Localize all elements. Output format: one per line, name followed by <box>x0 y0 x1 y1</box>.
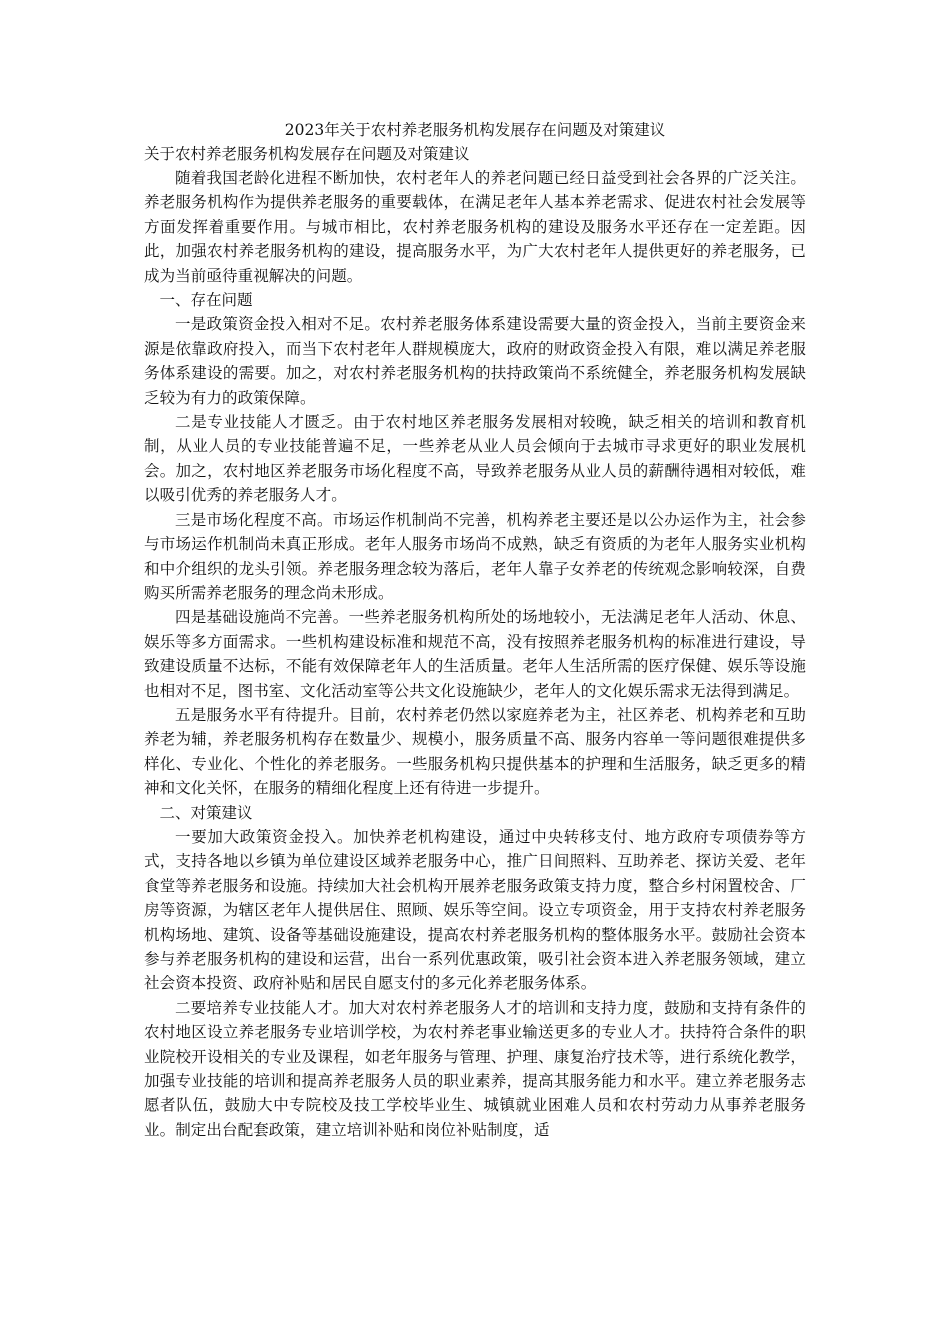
problem-paragraph-5: 五是服务水平有待提升。目前，农村养老仍然以家庭养老为主，社区养老、机构养老和互助养老为辅，养老服务机构存在数量少、规模小，服务质量不高、服务内容单一等问题很难提供多样化、专业化、个性化的养老服务。一些服务机构只提供基本的护理和生活服务，缺乏更多的精神和文化关怀，在服务的精细化程度上还有待进一步提升。 <box>144 705 806 798</box>
problem-paragraph-1: 一是政策资金投入相对不足。农村养老服务体系建设需要大量的资金投入，当前主要资金来源是依靠政府投入，而当下农村老年人群规模庞大，政府的财政资金投入有限，难以满足养老服务体系建设的需要。加之，对农村养老服务机构的扶持政策尚不系统健全，养老服务机构发展缺乏较为有力的政策保障。 <box>144 315 806 407</box>
document-title: 2023年关于农村养老服务机构发展存在问题及对策建议 <box>284 121 666 139</box>
problem-paragraph-3: 三是市场化程度不高。市场运作机制尚不完善，机构养老主要还是以公办运作为主，社会参与市场运作机制尚未真正形成。老年人服务市场尚不成熟，缺乏有资质的为老年人服务实业机构和中介组织的龙头引领。养老服务理念较为落后，老年人靠子女养老的传统观念影响较深，自费购买所需养老服务的理念尚未形成。 <box>144 510 806 602</box>
intro-paragraph: 随着我国老龄化进程不断加快，农村老年人的养老问题已经日益受到社会各界的广泛关注。养老服务机构作为提供养老服务的重要载体，在满足老年人基本养老需求、促进农村社会发展等方面发挥着重要作用。与城市相比，农村养老服务机构的建设及服务水平还存在一定差距。因此，加强农村养老服务机构的建设，提高服务水平，为广大农村老年人提供更好的养老服务，已成为当前亟待重视解决的问题。 <box>144 169 806 285</box>
suggestion-paragraph-1: 一要加大政策资金投入。加快养老机构建设，通过中央转移支付、地方政府专项债券等方式，支持各地以乡镇为单位建设区域养老服务中心，推广日间照料、互助养老、探访关爱、老年食堂等养老服务和设施。持续加大社会机构开展养老服务政策支持力度，整合乡村闲置校舍、厂房等资源，为辖区老年人提供居住、照顾、娱乐等空间。设立专项资金，用于支持农村养老服务机构场地、建筑、设备等基础设施建设，提高农村养老服务机构的整体服务水平。鼓励社会资本参与养老服务机构的建设和运营，出台一系列优惠政策，吸引社会资本进入养老服务领域，建立社会资本投资、政府补贴和居民自愿支付的多元化养老服务体系。 <box>144 827 806 993</box>
problem-paragraph-2: 二是专业技能人才匮乏。由于农村地区养老服务发展相对较晚，缺乏相关的培训和教育机制，从业人员的专业技能普遍不足，一些养老从业人员会倾向于去城市寻求更好的职业发展机会。加之，农村地区养老服务市场化程度不高，导致养老服务从业人员的薪酬待遇相对较低，难以吸引优秀的养老服务人才。 <box>144 413 806 505</box>
suggestion-paragraph-2: 二要培养专业技能人才。加大对农村养老服务人才的培训和支持力度，鼓励和支持有条件的农村地区设立养老服务专业培训学校，为农村养老事业输送更多的专业人才。扶持符合条件的职业院校开设相关的专业及课程，如老年服务与管理、护理、康复治疗技术等，进行系统化教学，加强专业技能的培训和提高养老服务人员的职业素养，提高其服务能力和水平。建立养老服务志愿者队伍，鼓励大中专院校及技工学校毕业生、城镇就业困难人员和农村劳动力从事养老服务业。制定出台配套政策，建立培训补贴和岗位补贴制度，适 <box>144 998 806 1139</box>
problem-paragraph-4: 四是基础设施尚不完善。一些养老服务机构所处的场地较小，无法满足老年人活动、休息、娱乐等多方面需求。一些机构建设标准和规范不高，没有按照养老服务机构的标准进行建设，导致建设质量不达标，不能有效保障老年人的生活质量。老年人生活所需的医疗保健、娱乐等设施也相对不足，图书室、文化活动室等公共文化设施缺少，老年人的文化娱乐需求无法得到满足。 <box>144 608 806 700</box>
section-heading-suggestions: 二、对策建议 <box>159 803 253 822</box>
section-heading-problems: 一、存在问题 <box>159 291 253 310</box>
document-subtitle: 关于农村养老服务机构发展存在问题及对策建议 <box>144 145 470 163</box>
document-page <box>144 118 806 1318</box>
